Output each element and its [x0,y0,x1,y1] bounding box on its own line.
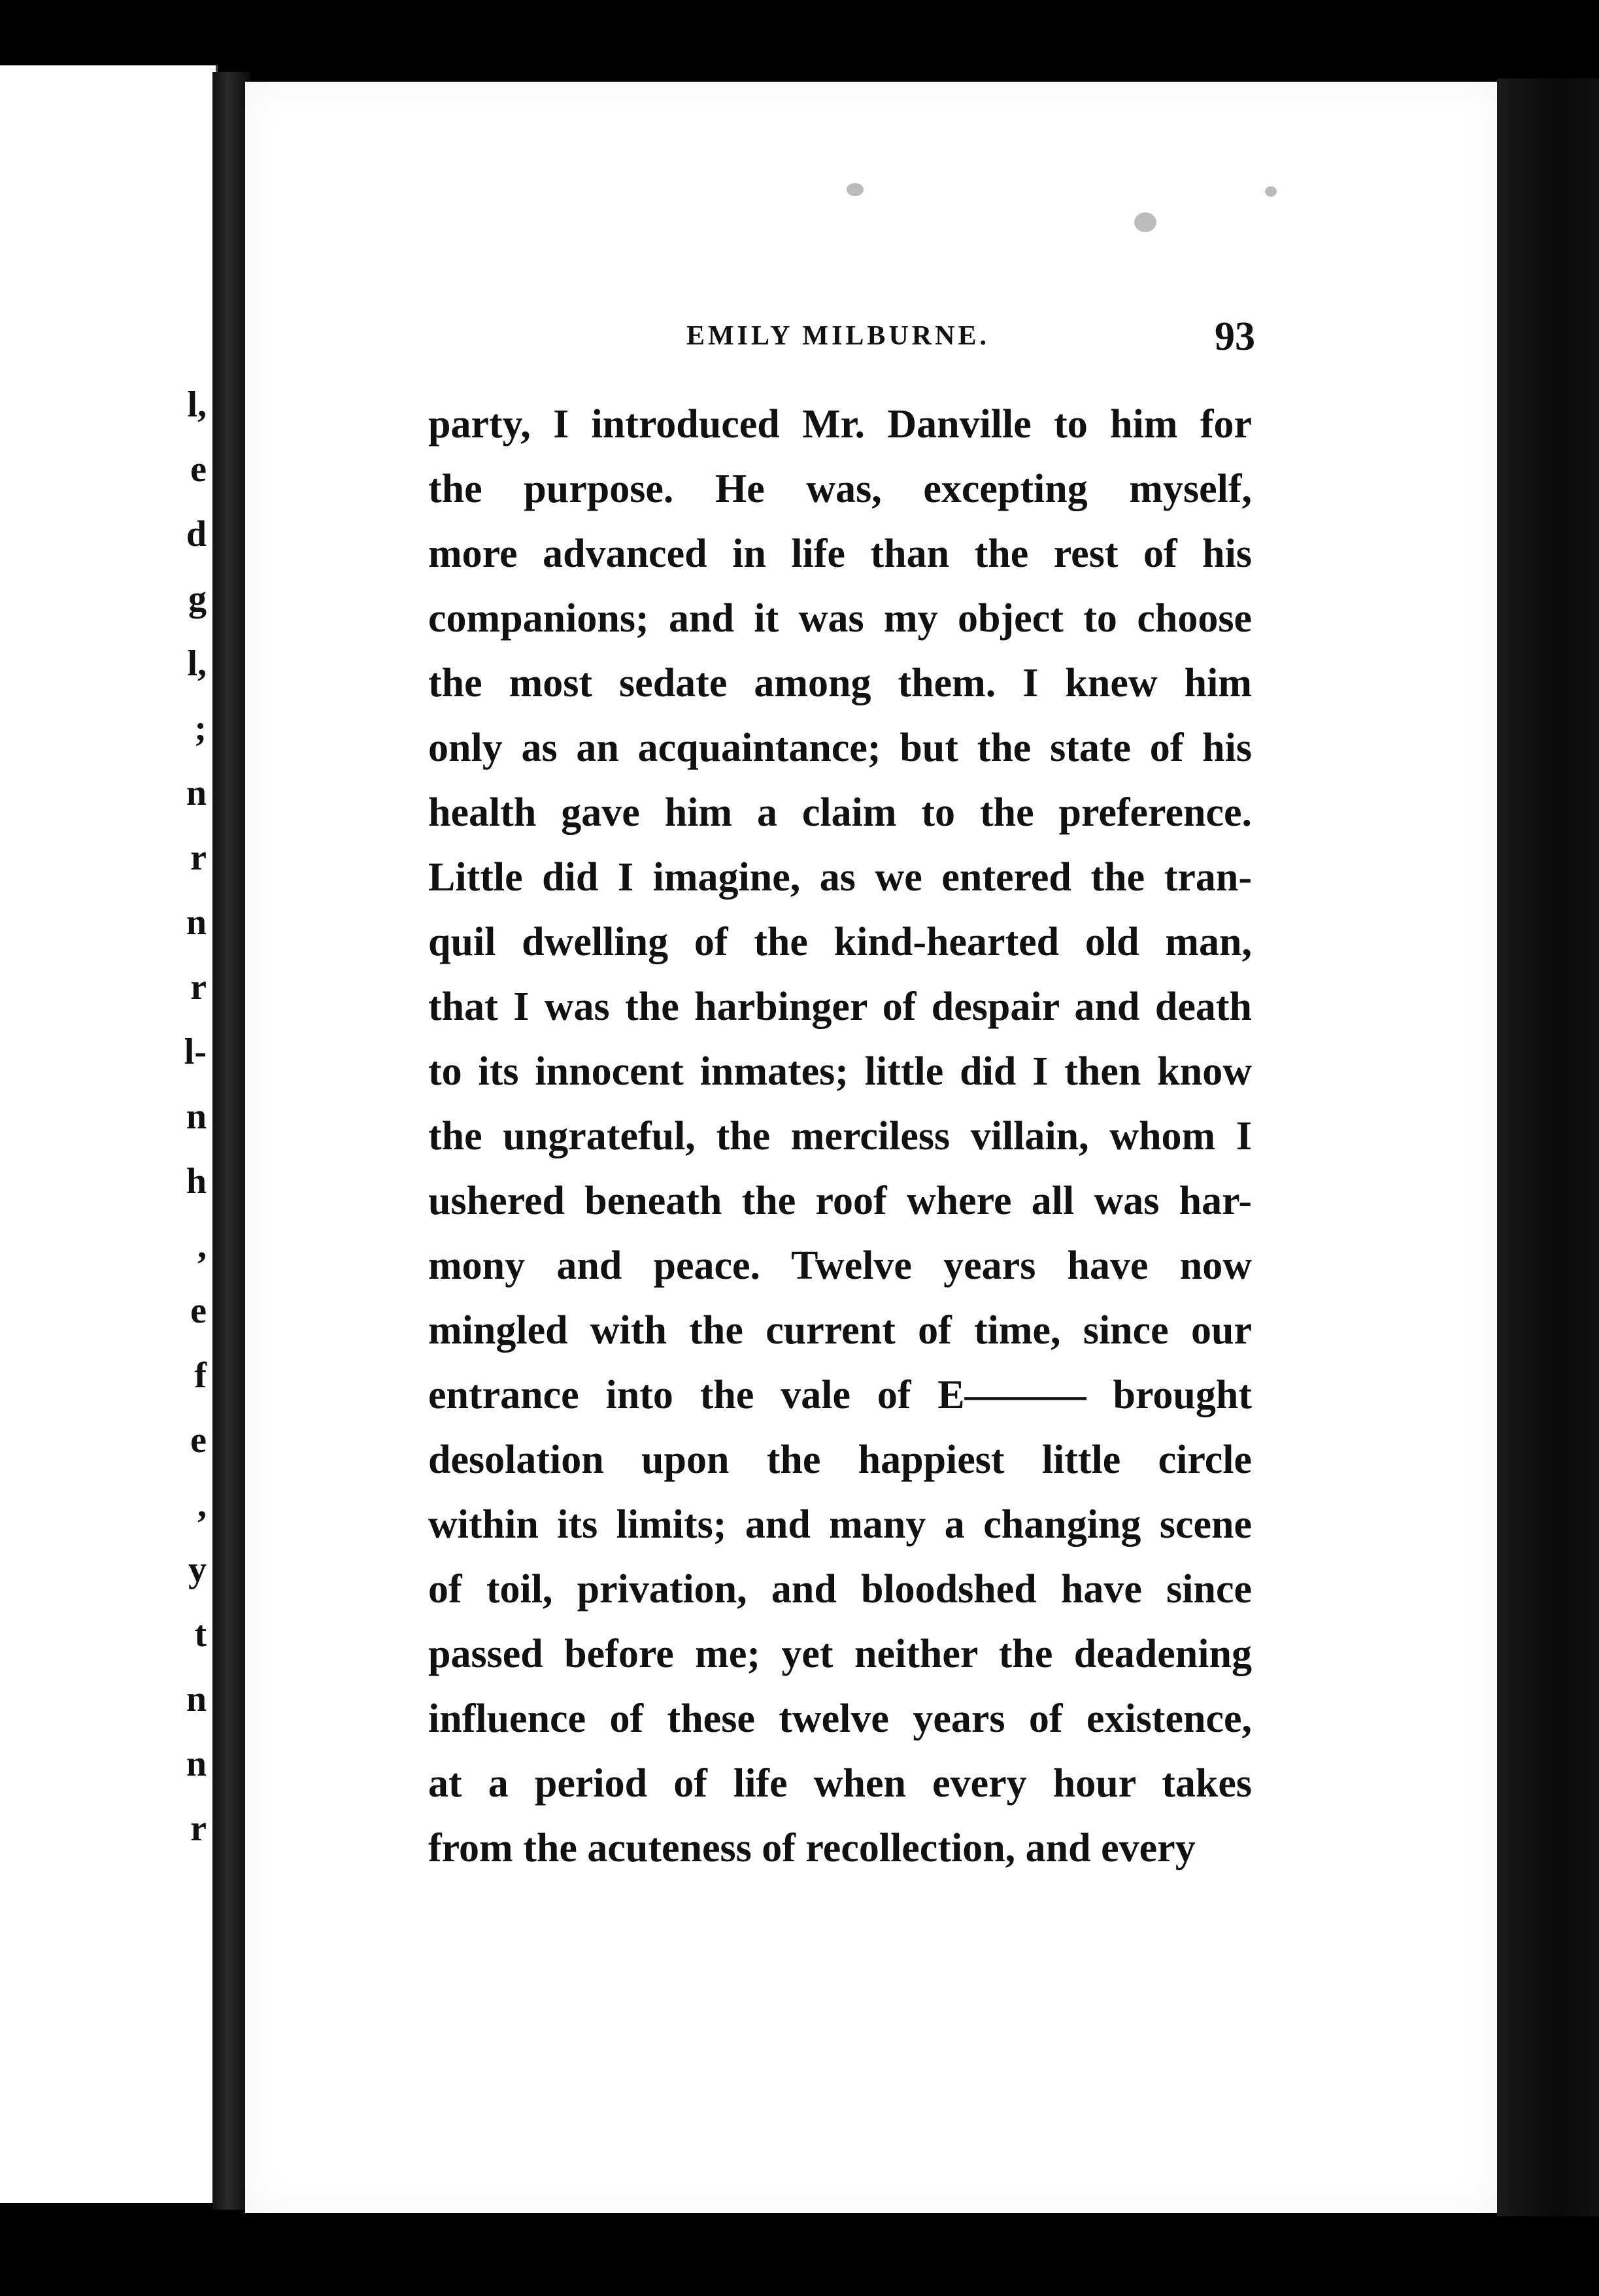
text-line: companions; and it was my object to choose [428,596,1252,641]
scan-speck [1265,186,1277,197]
line-fragment: r [190,967,207,1007]
text-line: to its innocent inmates; little did I then know [428,1049,1252,1094]
line-fragment: d [186,514,207,554]
line-fragment: r [190,1808,207,1849]
text-line: the most sedate among them. I knew him [428,661,1252,705]
text-line: of toil, privation, and bloodshed have since [428,1567,1252,1612]
running-head [686,314,1262,366]
text-line: health gave him a claim to the preference. [428,790,1252,835]
line-fragment: e [190,1291,207,1331]
scan-speck [1134,212,1156,232]
line-fragment: e [190,1420,207,1460]
text-line: the purpose. He was, excepting myself, [428,467,1252,511]
text-line: desolation upon the happiest little circle [428,1438,1252,1482]
line-fragment: n [186,902,207,943]
line-fragment: n [186,773,207,813]
line-fragment: , [197,1485,207,1525]
page-edge [1497,78,1599,2216]
text-line: mingled with the current of time, since our [428,1308,1252,1353]
text-line: from the acuteness of recollection, and every [428,1826,1196,1870]
text-line: mony and peace. Twelve years have now [428,1243,1252,1288]
text-line: that I was the harbinger of despair and death [428,985,1252,1029]
text-line: passed before me; yet neither the deadening [428,1632,1252,1676]
running-title: EMILY MILBURNE. [686,321,990,351]
page-number: 93 [1215,314,1255,359]
previous-page-line-endings [184,373,207,1861]
line-fragment: t [194,1614,207,1655]
text-line: influence of these twelve years of existence, [428,1697,1252,1741]
body-text [428,392,1252,1881]
line-fragment: l- [184,1032,207,1072]
previous-page [0,65,218,2203]
text-line: within its limits; and many a changing scene [428,1502,1252,1547]
text-line: the ungrateful, the merciless villain, whom I [428,1114,1252,1158]
line-fragment: ; [194,708,207,749]
text-line: entrance into the vale of E——— brought [428,1373,1252,1417]
line-fragment: n [186,1096,207,1137]
text-line: Little did I imagine, as we entered the tran- [428,855,1252,900]
text-line: more advanced in life than the rest of his [428,532,1252,576]
text-line: quil dwelling of the kind-hearted old man, [428,920,1252,964]
text-line: at a period of life when every hour takes [428,1761,1252,1806]
line-fragment: , [197,1226,207,1266]
line-fragment: e [190,449,207,490]
text-line: only as an acquaintance; but the state of his [428,726,1252,770]
line-fragment: g [188,579,207,619]
line-fragment: r [190,837,207,878]
line-fragment: y [188,1549,207,1590]
line-fragment: n [186,1679,207,1719]
line-fragment: f [194,1355,207,1396]
line-fragment: l, [187,643,207,684]
text-line: ushered beneath the roof where all was har- [428,1179,1252,1223]
line-fragment: n [186,1744,207,1784]
scan-speck [847,183,864,196]
text-line: party, I introduced Mr. Danville to him for [428,402,1252,447]
line-fragment: l, [187,384,207,425]
line-fragment: h [186,1161,207,1202]
